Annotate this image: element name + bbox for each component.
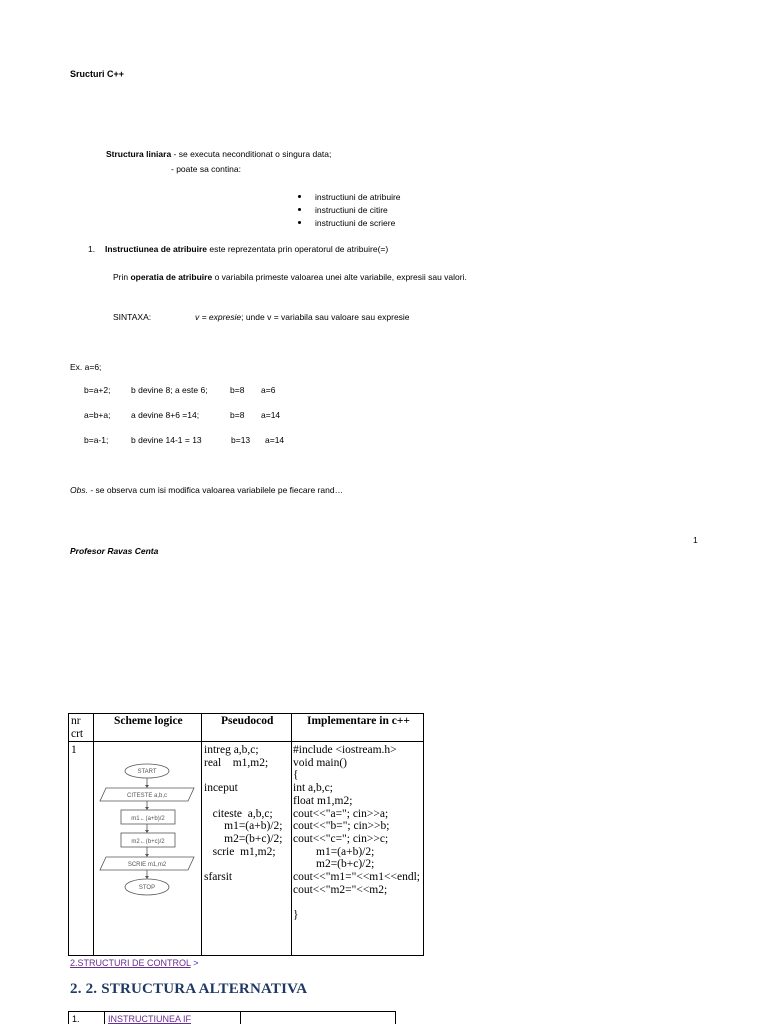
table-border — [240, 1011, 241, 1024]
control-structures-link[interactable]: 2.STRUCTURI DE CONTROL — [70, 958, 191, 968]
assignment-heading — [105, 244, 388, 254]
table-border — [68, 1011, 396, 1012]
example-cell: b=a-1; — [84, 435, 109, 445]
may-contain-line: - poate sa contina: — [171, 164, 241, 174]
header-scheme: Scheme logice — [114, 715, 183, 727]
row-number: 1 — [71, 744, 77, 756]
syntax-label: SINTAXA: — [113, 312, 152, 322]
example-cell: b devine 8; a este 6; — [131, 385, 208, 395]
flowchart-read-label: CITESTE a,b,c — [126, 793, 168, 799]
syntax-desc: unde v = variabila sau valoare sau expresie — [243, 312, 410, 322]
table-border — [68, 1011, 69, 1024]
bullet-text: instructiuni de citire — [315, 205, 388, 215]
header-pseudocode: Pseudocod — [221, 715, 274, 727]
nav-arrow: > — [190, 958, 199, 968]
header-implementation: Implementare in c++ — [307, 715, 410, 727]
explanation-rest: o variabila primeste valoarea unei alte variabile, expresii sau valori. — [212, 272, 467, 282]
bullet-icon — [298, 221, 301, 224]
observation-text: - se observa cum isi modifica valoarea variabilele pe fiecare rand… — [87, 485, 344, 495]
observation-label: Obs. — [70, 485, 88, 495]
assignment-desc: este reprezentata prin operatorul de atribuire(=) — [207, 244, 389, 254]
implementation-block: #include <iostream.h> void main() { int a,b,c; float m1,m2; cout<<"a="; cin>>a; cout<<"b="; cin>>b; cout<<"c="; cin>>c; m1=(a+b)/2; m2=(b+c)/2; cout<<"m1="<<m1<<endl; cout<<"m2="<<m2; } — [293, 744, 420, 922]
bullet-item — [298, 205, 388, 215]
linear-structure-line — [106, 149, 331, 159]
author: Profesor Ravas Centa — [70, 546, 159, 556]
linear-structure-desc: - se executa neconditionat o singura data; — [171, 149, 332, 159]
table-border — [68, 955, 424, 956]
assignment-explanation — [113, 272, 467, 282]
example-cell: b=8 — [230, 410, 245, 420]
section-heading: 2. 2. STRUCTURA ALTERNATIVA — [70, 981, 308, 997]
flowchart-write-label: SCRIE m1,m2 — [127, 862, 167, 868]
table-border — [423, 713, 424, 956]
example-cell: a=6 — [261, 385, 276, 395]
assignment-term: Instructiunea de atribuire — [105, 244, 208, 254]
example-cell: b=13 — [231, 435, 251, 445]
example-cell: a=b+a; — [84, 410, 111, 420]
example-cell: a=14 — [265, 435, 285, 445]
page-title: Sructuri C++ — [70, 69, 125, 79]
example-cell: b=a+2; — [84, 385, 111, 395]
observation — [70, 485, 343, 495]
syntax-expression — [195, 312, 410, 322]
explanation-term: operatia de atribuire — [130, 272, 213, 282]
page-number: 1 — [693, 535, 698, 545]
table-border — [68, 713, 424, 714]
bullet-icon — [298, 208, 301, 211]
example-cell: a devine 8+6 =14; — [131, 410, 200, 420]
syntax-semicolon: ; — [241, 312, 244, 322]
flowchart-stop-label: STOP — [138, 885, 156, 891]
bullet-icon — [298, 195, 301, 198]
bullet-item — [298, 218, 395, 228]
bullet-item — [298, 192, 401, 202]
linear-structure-term: Structura liniara — [106, 149, 172, 159]
table-border — [291, 713, 292, 956]
flowchart-m1-label: m1←(a+b)/2 — [131, 816, 165, 822]
example-cell: a=14 — [261, 410, 281, 420]
syntax-expr: v = expresie — [195, 312, 242, 322]
example-cell: b devine 14-1 = 13 — [131, 435, 202, 445]
flowchart-m2-label: m2←(b+c)/2 — [131, 839, 165, 845]
table-border — [395, 1011, 396, 1024]
pseudocode-block: intreg a,b,c; real m1,m2; inceput citeste a,b,c; m1=(a+b)/2; m2=(b+c)/2; scrie m1,m2; sfarsit — [204, 744, 283, 884]
flowchart-start-label: START — [137, 769, 157, 775]
table-border — [104, 1011, 105, 1024]
bullet-text: instructiuni de atribuire — [315, 192, 401, 202]
if-instruction-link[interactable]: INSTRUCTIUNEA IF — [108, 1014, 192, 1024]
table-border — [201, 713, 202, 956]
example-label: Ex. a=6; — [70, 362, 102, 372]
bullet-text: instructiuni de scriere — [315, 218, 396, 228]
header-nr-crt: nr crt — [71, 715, 84, 740]
list-number: 1. — [88, 244, 96, 254]
if-row-number: 1. — [72, 1014, 80, 1024]
table-border — [68, 713, 69, 956]
flowchart — [94, 742, 201, 955]
explanation-prefix: Prin — [113, 272, 131, 282]
next-section-nav — [70, 958, 198, 968]
example-cell: b=8 — [230, 385, 245, 395]
